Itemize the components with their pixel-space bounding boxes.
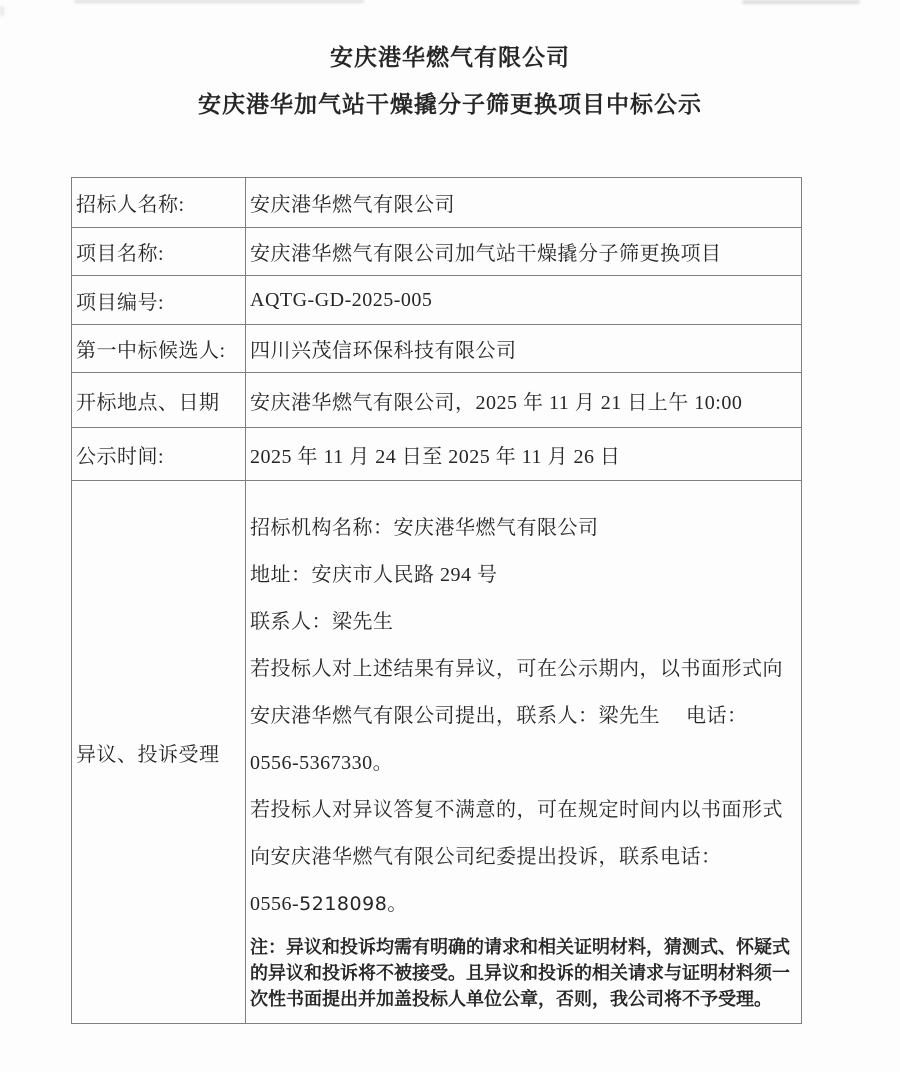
objection-line: 若投标人对异议答复不满意的，可在规定时间内以书面形式 — [250, 799, 783, 821]
objection-line: 招标机构名称：安庆港华燃气有限公司 — [250, 517, 599, 539]
announcement-title: 安庆港华加气站干燥撬分子筛更换项目中标公示 — [198, 92, 702, 117]
table-row-project-number — [72, 276, 802, 325]
objection-line: 地址：安庆市人民路 294 号 — [250, 564, 498, 586]
objection-line: 向安庆港华燃气有限公司纪委提出投诉，联系电话： — [250, 846, 722, 868]
table-row-first-candidate — [72, 325, 802, 373]
objection-note — [250, 934, 795, 1012]
objection-phone-1: 0556-5367330。 — [250, 752, 394, 774]
note-line: 的异议和投诉将不被接受。且异议和投诉的相关请求与证明材料须一 — [250, 963, 790, 983]
announcement-table — [71, 177, 802, 1024]
phone-number: 5218098 — [299, 893, 388, 915]
scan-artifact — [742, 0, 860, 4]
row-label-project-name: 项目名称: — [72, 228, 246, 276]
objection-line: 安庆港华燃气有限公司提出，联系人：梁先生 电话： — [250, 705, 748, 727]
phone-suffix: 。 — [387, 893, 408, 915]
table-row-tenderer — [72, 178, 802, 228]
row-label-project-number: 项目编号: — [72, 276, 246, 325]
table-row-publicity-period — [72, 428, 802, 481]
scan-artifact — [0, 6, 4, 16]
phone-prefix: 0556- — [250, 893, 300, 915]
table-row-project-name — [72, 228, 802, 276]
row-label-opening-place-date: 开标地点、日期 — [72, 373, 246, 428]
row-value-project-number: AQTG-GD-2025-005 — [246, 276, 802, 325]
row-value-project-name: 安庆港华燃气有限公司加气站干燥撬分子筛更换项目 — [246, 228, 802, 276]
row-value-first-candidate: 四川兴茂信环保科技有限公司 — [246, 325, 802, 373]
objection-phone-2 — [250, 881, 795, 928]
scan-artifact — [74, 0, 364, 3]
objection-line: 联系人：梁先生 — [250, 611, 394, 633]
company-title: 安庆港华燃气有限公司 — [330, 45, 570, 70]
row-label-objection: 异议、投诉受理 — [72, 481, 246, 1024]
note-line: 次性书面提出并加盖投标人单位公章，否则，我公司将不予受理。 — [250, 989, 772, 1009]
row-label-tenderer: 招标人名称: — [72, 178, 246, 228]
row-label-publicity-period: 公示时间: — [72, 428, 246, 481]
objection-line: 若投标人对上述结果有异议，可在公示期内，以书面形式向 — [250, 658, 783, 680]
row-value-publicity-period: 2025 年 11 月 24 日至 2025 年 11 月 26 日 — [246, 428, 802, 481]
note-line: 注：异议和投诉均需有明确的请求和相关证明材料，猜测式、怀疑式 — [250, 937, 790, 957]
row-value-objection — [246, 481, 802, 1024]
table-row-objection — [72, 481, 802, 1024]
row-value-opening-place-date: 安庆港华燃气有限公司，2025 年 11 月 21 日上午 10:00 — [246, 373, 802, 428]
row-label-first-candidate: 第一中标候选人: — [72, 325, 246, 373]
row-value-tenderer: 安庆港华燃气有限公司 — [246, 178, 802, 228]
table-row-opening-place-date — [72, 373, 802, 428]
